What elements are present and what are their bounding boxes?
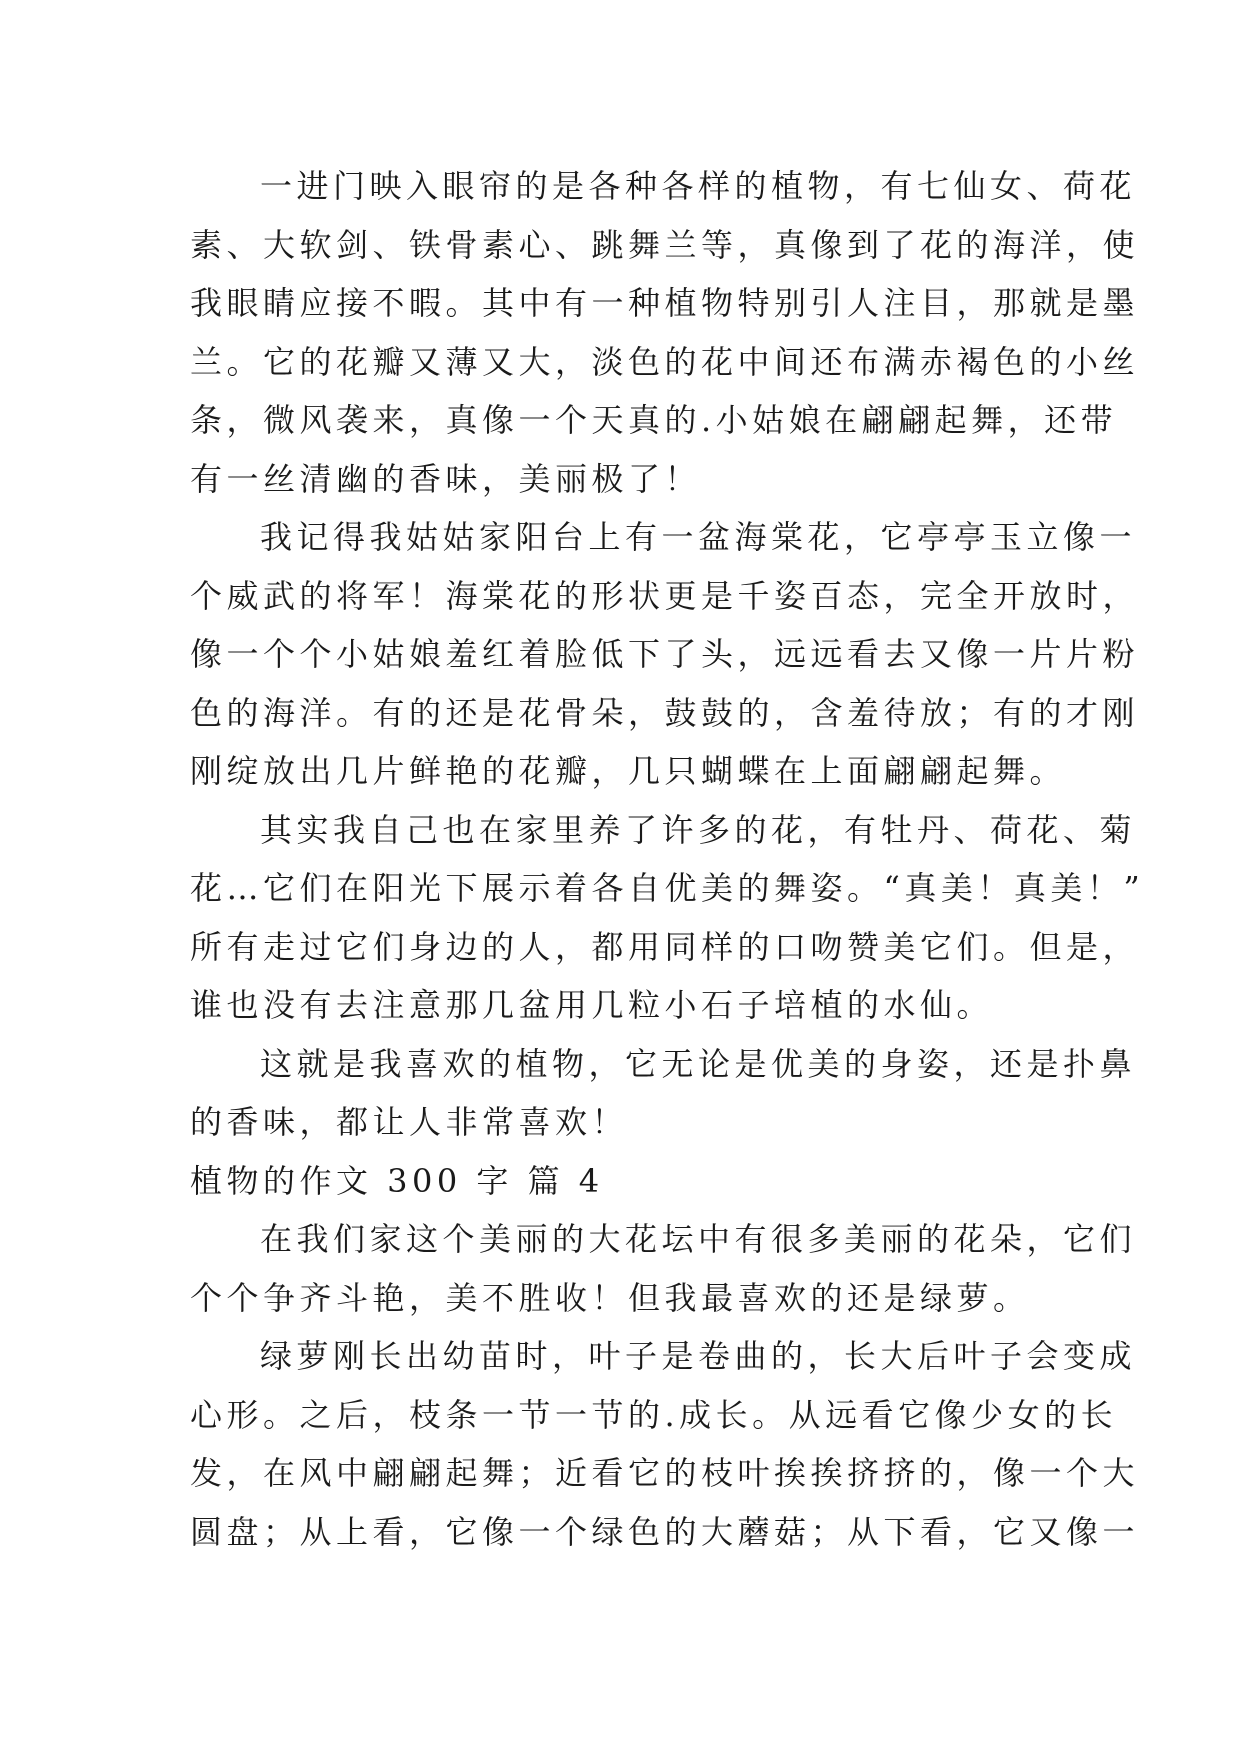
paragraph-6-line-4: 圆盘；从上看，它像一个绿色的大蘑菇；从下看，它又像一 (190, 1512, 1140, 1551)
section-heading: 植物的作文 300 字 篇 4 (190, 1161, 604, 1200)
paragraph-1-line-4: 兰。它的花瓣又薄又大，淡色的花中间还布满赤褐色的小丝 (190, 342, 1140, 381)
paragraph-1-line-2: 素、大软剑、铁骨素心、跳舞兰等，真像到了花的海洋，使 (190, 225, 1140, 264)
paragraph-2-line-5: 刚绽放出几片鲜艳的花瓣，几只蝴蝶在上面翩翩起舞。 (190, 752, 1067, 790)
paragraph-1-line-1: 一进门映入眼帘的是各种各样的植物，有七仙女、荷花 (260, 167, 1137, 205)
paragraph-3-line-3: 所有走过它们身边的人，都用同样的口吻赞美它们。但是， (190, 927, 1140, 966)
paragraph-3-line-4: 谁也没有去注意那几盆用几粒小石子培植的水仙。 (190, 986, 994, 1024)
paragraph-3-line-2: 花…它们在阳光下展示着各自优美的舞姿。“真美！真美！” (190, 869, 1145, 907)
paragraph-3-line-1: 其实我自己也在家里养了许多的花，有牡丹、荷花、菊 (260, 810, 1137, 849)
paragraph-4-line-1: 这就是我喜欢的植物，它无论是优美的身姿，还是扑鼻 (260, 1044, 1137, 1083)
paragraph-2-line-3: 像一个个小姑娘羞红着脸低下了头，远远看去又像一片片粉 (190, 635, 1140, 673)
paragraph-6-line-3: 发，在风中翩翩起舞；近看它的枝叶挨挨挤挤的，像一个大 (190, 1454, 1140, 1492)
paragraph-2-line-4: 色的海洋。有的还是花骨朵，鼓鼓的，含羞待放；有的才刚 (190, 693, 1140, 732)
paragraph-6-line-2: 心形。之后，枝条一节一节的.成长。从远看它像少女的长 (190, 1395, 1118, 1434)
paragraph-1-line-3: 我眼睛应接不暇。其中有一种植物特别引人注目，那就是墨 (190, 284, 1140, 322)
paragraph-2-line-2: 个威武的将军！海棠花的形状更是千姿百态，完全开放时， (190, 576, 1140, 615)
paragraph-5-line-2: 个个争齐斗艳，美不胜收！但我最喜欢的还是绿萝。 (190, 1278, 1030, 1317)
paragraph-1-line-6: 有一丝清幽的香味，美丽极了！ (190, 459, 702, 498)
paragraph-4-line-2: 的香味，都让人非常喜欢！ (190, 1103, 629, 1141)
paragraph-5-line-1: 在我们家这个美丽的大花坛中有很多美丽的花朵，它们 (260, 1220, 1137, 1258)
paragraph-6-line-1: 绿萝刚长出幼苗时，叶子是卷曲的，长大后叶子会变成 (260, 1337, 1137, 1375)
essay-body (190, 157, 1145, 1561)
paragraph-2-line-1: 我记得我姑姑家阳台上有一盆海棠花，它亭亭玉立像一 (260, 518, 1137, 556)
paragraph-1-line-5: 条，微风袭来，真像一个天真的.小姑娘在翩翩起舞，还带 (190, 401, 1118, 439)
